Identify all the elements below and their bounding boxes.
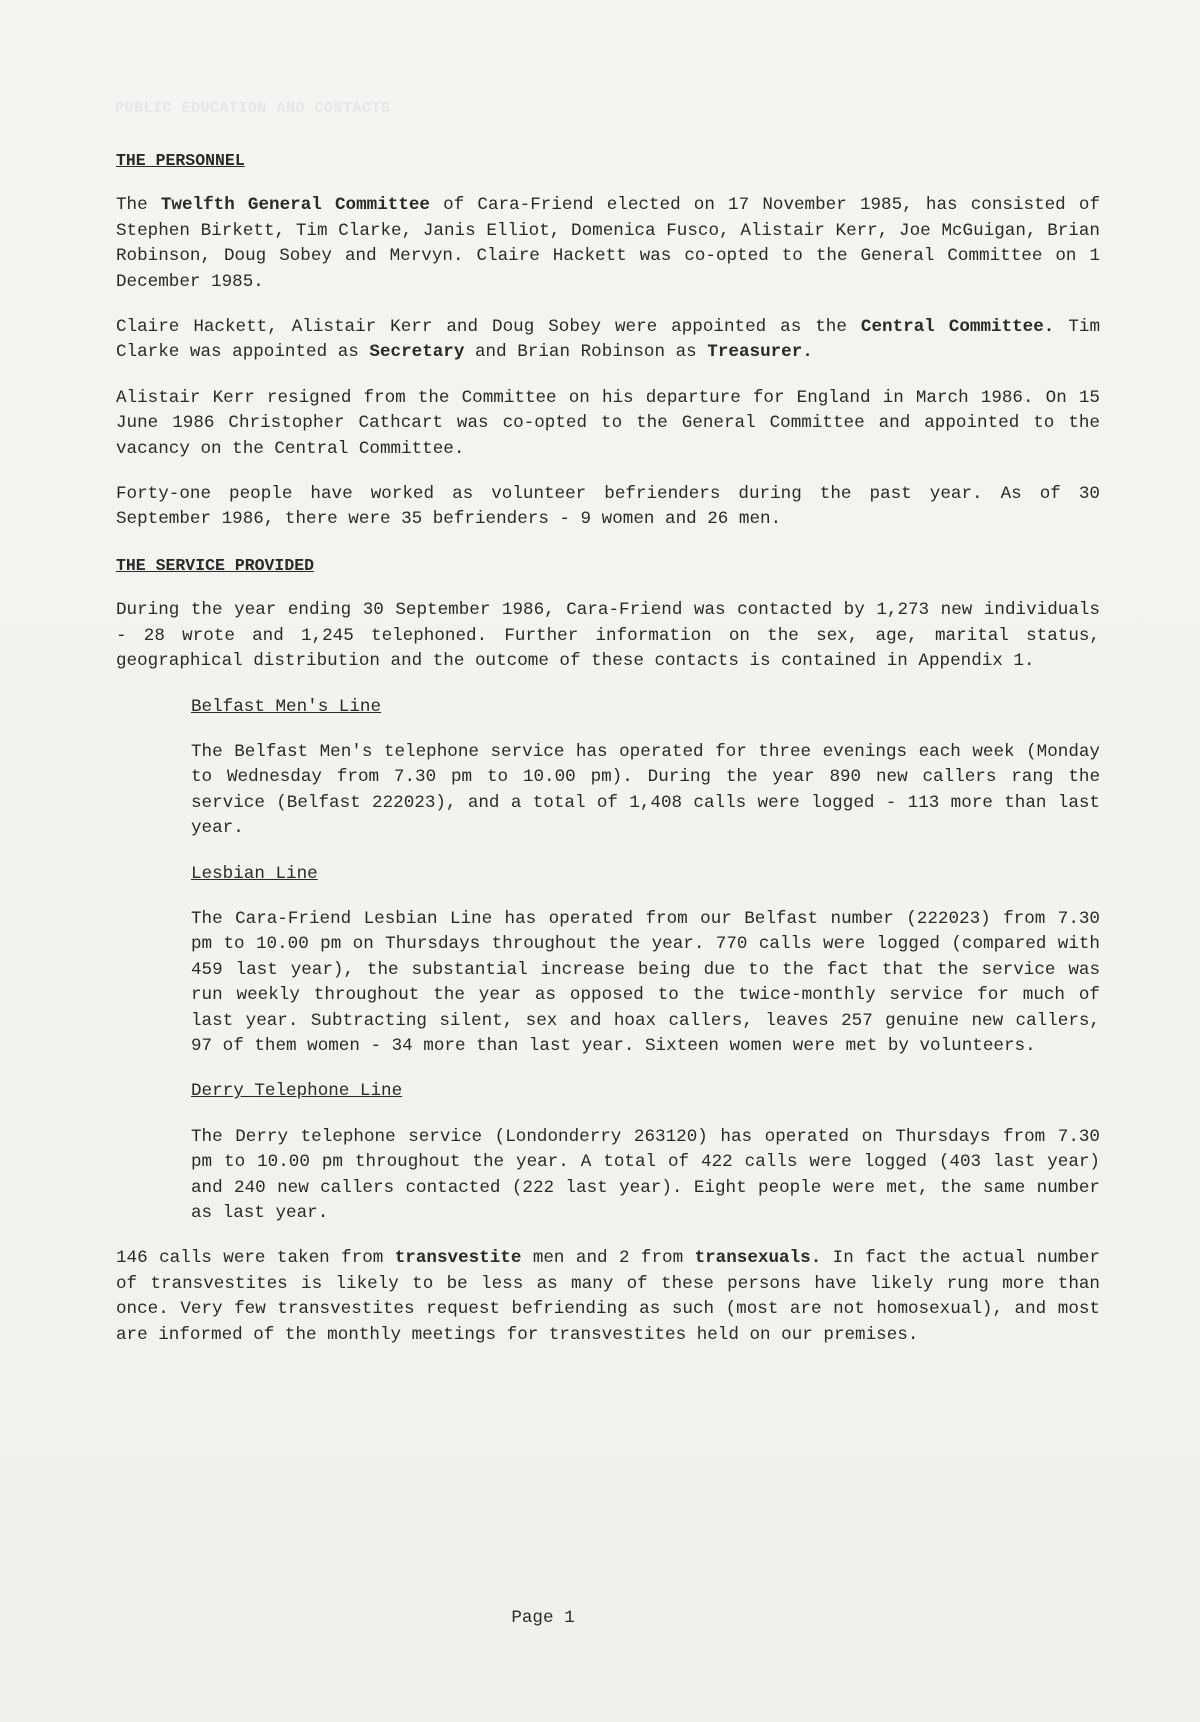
personnel-paragraph-4: Forty-one people have worked as volunteer befrienders during the past year. As of 30 September 1986, there were 35 befrienders - 9 women and 26 men. bbox=[116, 484, 1100, 530]
lesbian-section bbox=[191, 862, 1100, 1060]
bold-term: Twelfth General Committee bbox=[160, 195, 430, 216]
bold-term: transvestite bbox=[394, 1248, 522, 1269]
bold-term: Treasurer. bbox=[707, 342, 813, 363]
bold-term: Central Committee. bbox=[860, 317, 1055, 338]
personnel-heading: THE PERSONNEL bbox=[116, 151, 245, 170]
lesbian-text: The Cara-Friend Lesbian Line has operated from our Belfast number (222023) from 7.30 pm to 10.00 pm on Thursdays throughout the year. 770 calls were logged (compared with 459 last year), the substantial increase being due to the fact that the service was run weekly throughout the year as opposed to the twice-monthly service for much of last year. Subtracting silent, sex and hoax callers, leaves 257 genuine new callers, 97 of them women - 34 more than last year. Sixteen women were met by volunteers. bbox=[191, 908, 1100, 1056]
bleed-through-heading: PUBLIC EDUCATION AND CONTACTS bbox=[115, 100, 391, 117]
bold-term: Secretary bbox=[369, 342, 465, 363]
transvestite-paragraph: 146 calls were taken from transvestite men and 2 from transexuals. In fact the actual number of transvestites is likely to be less as many of these persons have likely rung more than once. Very few transvestites request befriending as such (most are not homosexual), and most are informed of the monthly meetings for transvestites held on our premises. bbox=[116, 1248, 1100, 1345]
document-body bbox=[116, 148, 1100, 1368]
derry-heading: Derry Telephone Line bbox=[191, 1081, 403, 1102]
bold-term: transexuals. bbox=[694, 1248, 822, 1269]
page-number: Page 1 bbox=[511, 1608, 575, 1628]
personnel-paragraph-2: Claire Hackett, Alistair Kerr and Doug Sobey were appointed as the Central Committee. Tim Clarke was appointed as Secretary and Brian Robinson as Treasurer. bbox=[116, 317, 1101, 363]
belfast-heading: Belfast Men's Line bbox=[191, 696, 382, 717]
personnel-paragraph-1: The Twelfth General Committee of Cara-Friend elected on 17 November 1985, has consisted of Stephen Birkett, Tim Clarke, Janis Elliot, Domenica Fusco, Alistair Kerr, Joe McGuigan, Brian Robinson, Doug Sobey and Mervyn. Claire Hackett was co-opted to the General Committee on 1 December 1985. bbox=[116, 195, 1101, 292]
lesbian-heading: Lesbian Line bbox=[191, 863, 318, 884]
personnel-paragraph-3: Alistair Kerr resigned from the Committee on his departure for England in March 1986. On 15 June 1986 Christopher Cathcart was co-opted to the General Committee and appointed to the vacancy on the Central Committee. bbox=[116, 387, 1100, 459]
service-intro: During the year ending 30 September 1986, Cara-Friend was contacted by 1,273 new individuals - 28 wrote and 1,245 telephoned. Further information on the sex, age, marital status, geographical distribution and the outcome of these contacts is contained in Appendix 1. bbox=[116, 600, 1100, 672]
service-heading: THE SERVICE PROVIDED bbox=[116, 555, 315, 575]
derry-text: The Derry telephone service (Londonderry 263120) has operated on Thursdays from 7.30 pm to 10.00 pm throughout the year. A total of 422 calls were logged (403 last year) and 240 new callers contacted (222 last year). Eight people were met, the same number as last year. bbox=[191, 1126, 1100, 1223]
belfast-text: The Belfast Men's telephone service has operated for three evenings each week (Monday to Wednesday from 7.30 pm to 10.00 pm). During the year 890 new callers rang the service (Belfast 222023), and a total of 1,408 calls were logged - 113 more than last year. bbox=[191, 741, 1100, 839]
derry-section bbox=[191, 1079, 1100, 1226]
belfast-section bbox=[191, 695, 1100, 842]
